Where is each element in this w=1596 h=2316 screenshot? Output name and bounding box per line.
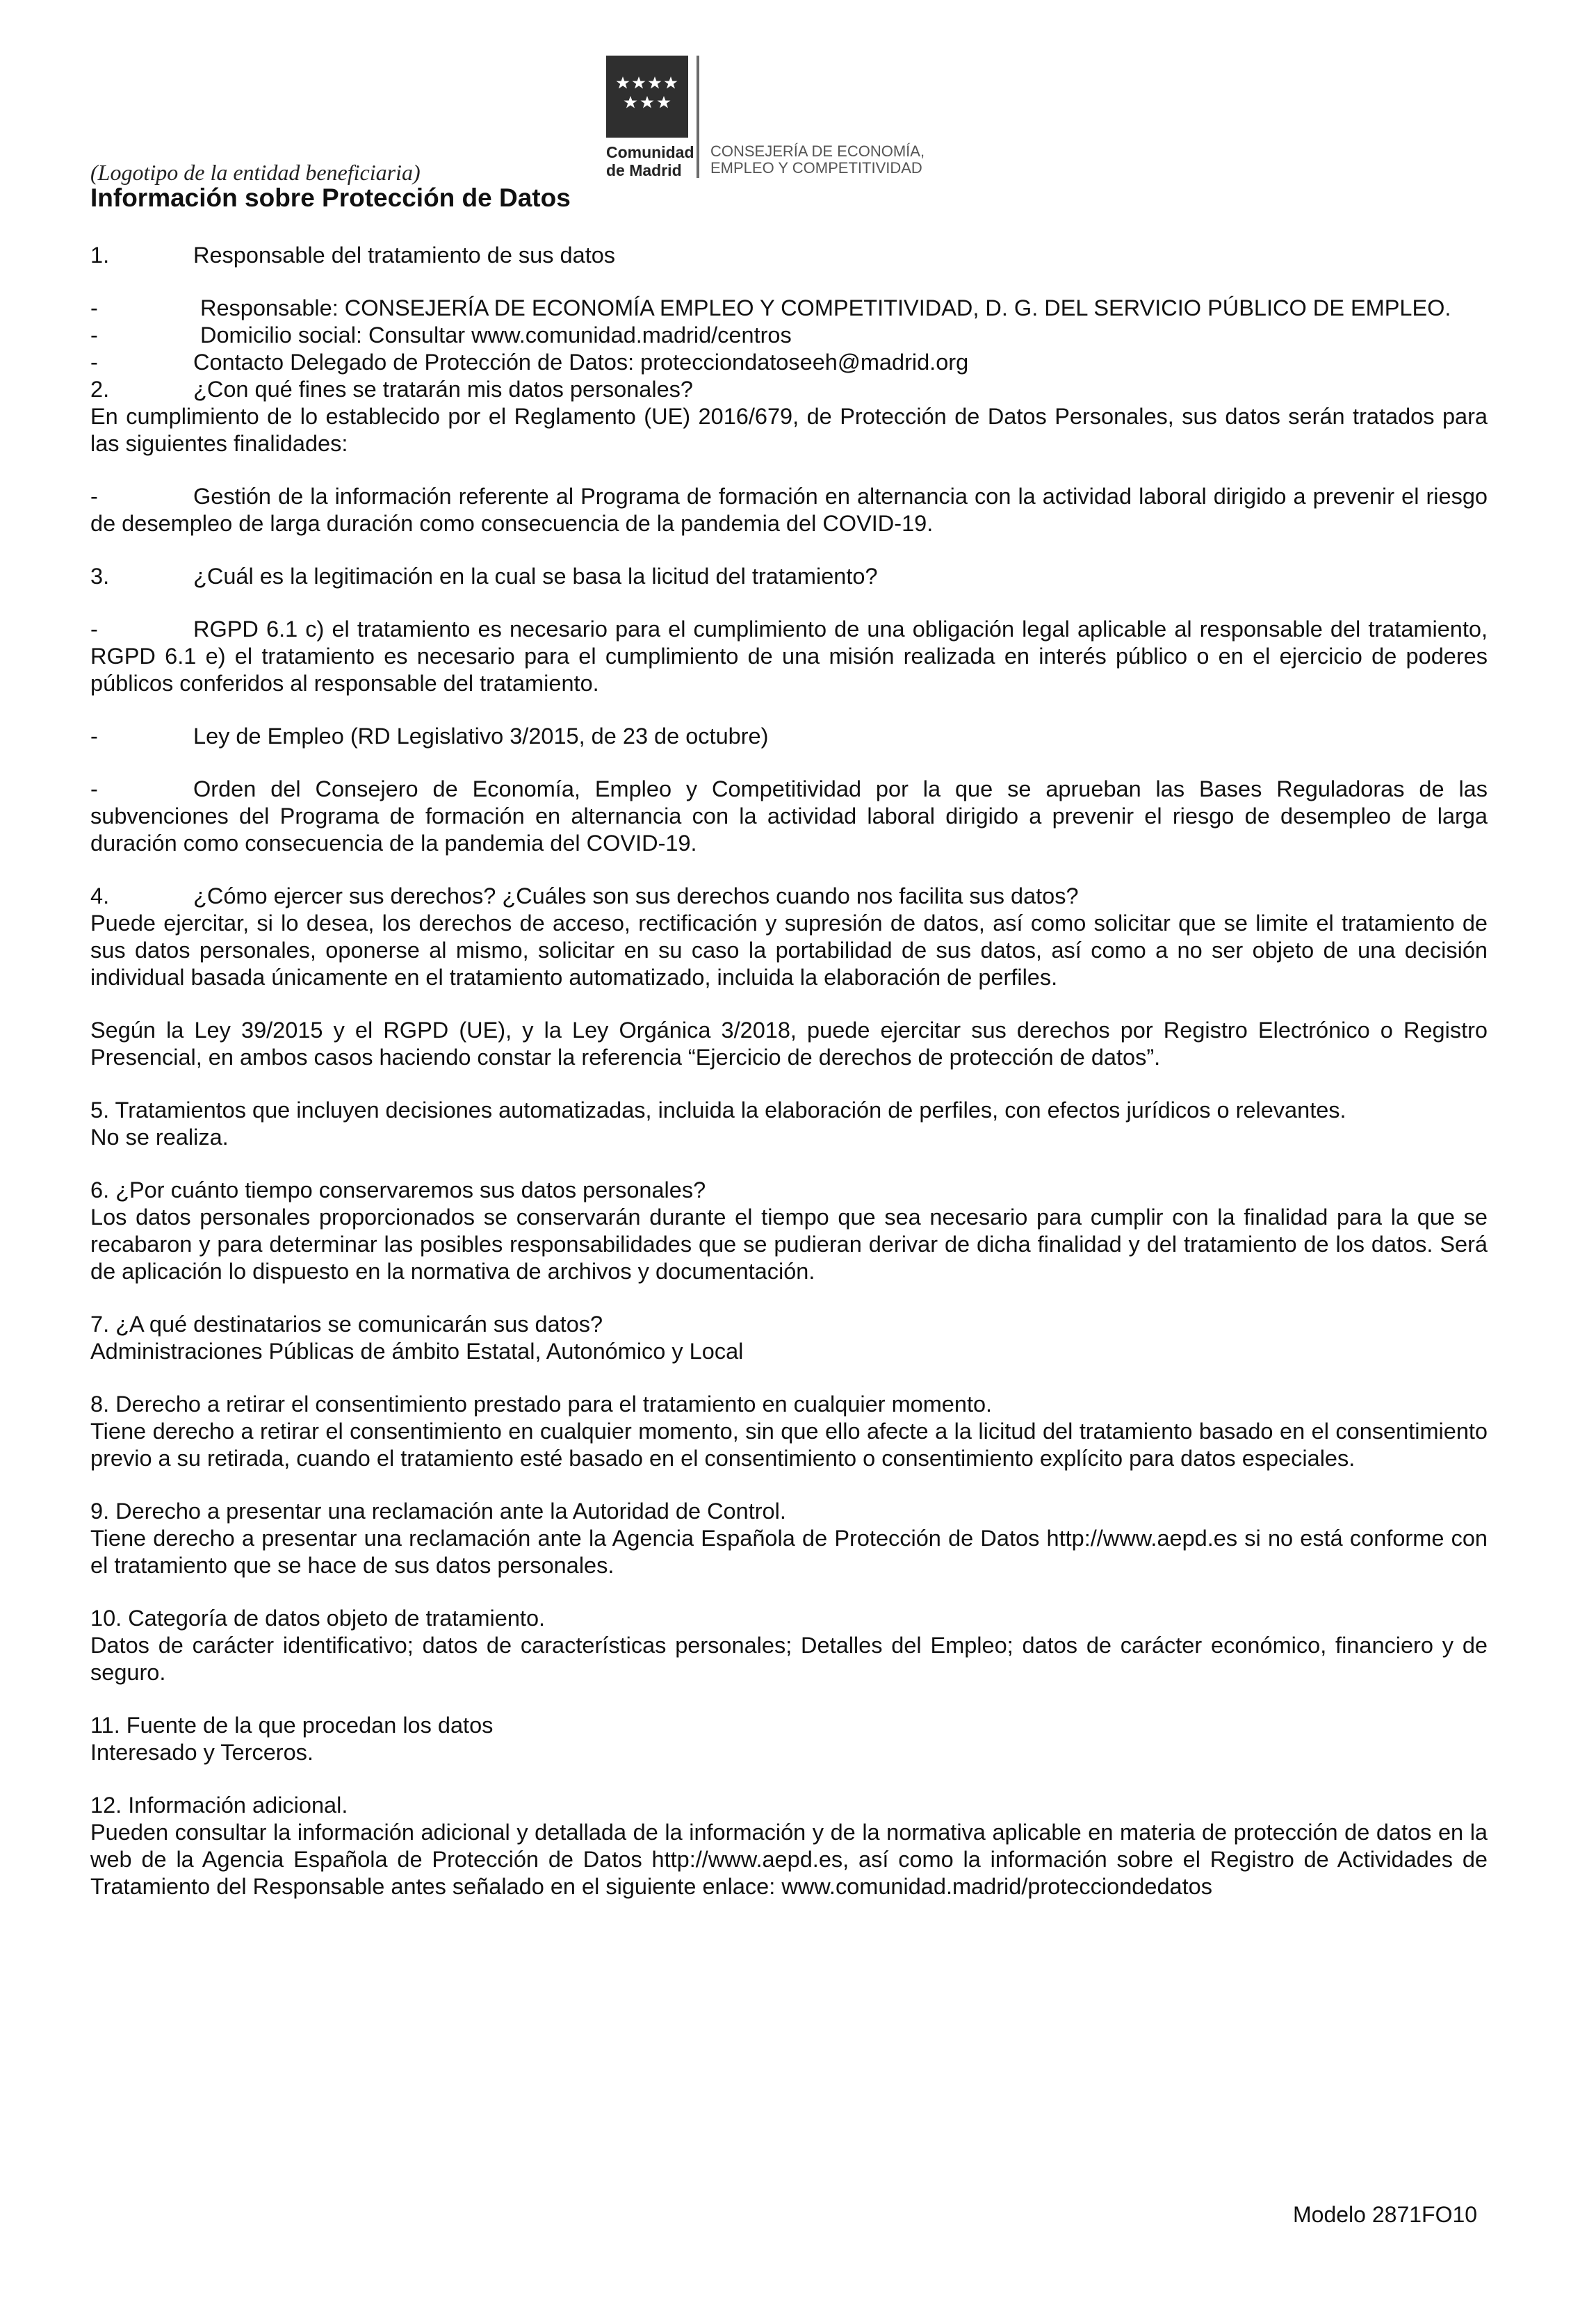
- section-4-heading: [90, 883, 1488, 910]
- section-4-paragraph-2: Según la Ley 39/2015 y el RGPD (UE), y la Ley Orgánica 3/2018, puede ejercitar sus derechos por Registro Electrónico o Registro Presencial, en ambos casos haciendo constar la referencia “Ejercicio de derechos de protección de datos”.: [90, 1018, 1488, 1070]
- document-title: Información sobre Protección de Datos: [90, 184, 571, 212]
- bullet-marker: -: [90, 323, 98, 348]
- section-heading-text: ¿Cuál es la legitimación en la cual se basa la licitud del tratamiento?: [193, 564, 878, 589]
- logo-dept-line1: CONSEJERÍA DE ECONOMÍA,: [710, 142, 925, 160]
- section-10-heading: 10. Categoría de datos objeto de tratamiento.: [90, 1606, 546, 1631]
- section-heading-text: ¿Con qué fines se tratarán mis datos personales?: [193, 377, 693, 402]
- bullet-marker: -: [90, 776, 98, 801]
- logo-name: [606, 143, 694, 179]
- section-7-heading: 7. ¿A qué destinatarios se comunicarán sus datos?: [90, 1312, 603, 1337]
- section-3-heading: [90, 563, 1488, 590]
- section-heading-text: ¿Cómo ejercer sus derechos? ¿Cuáles son sus derechos cuando nos facilita sus datos?: [193, 883, 1079, 908]
- logo-name-line1: Comunidad: [606, 143, 694, 161]
- section-3-bullet-3: [90, 776, 1488, 857]
- bullet-marker: -: [90, 484, 98, 509]
- section-12-paragraph: Pueden consultar la información adicional y detallada de la información y de la normativa aplicable en materia de protección de datos en la web de la Agencia Española de Protección de Datos http://www.aepd.es, así como la información sobre el Registro de Actividades de Tratamiento del Responsable antes señalado en el siguiente enlace: www.comunidad.madrid/protecciondedatos: [90, 1820, 1488, 1899]
- model-number: Modelo 2871FO10: [1293, 2202, 1478, 2227]
- logo-stars-box: [606, 56, 688, 138]
- bullet-text: Gestión de la información referente al Programa de formación en alternancia con la actividad laboral dirigido a prevenir el riesgo de desempleo de larga duración como consecuencia de la pandemia del COVID-19.: [90, 484, 1488, 536]
- bullet-text: Responsable: CONSEJERÍA DE ECONOMÍA EMPLEO Y COMPETITIVIDAD, D. G. DEL SERVICIO PÚBLICO DE EMPLEO.: [200, 295, 1451, 320]
- section-11-paragraph: Interesado y Terceros.: [90, 1740, 314, 1765]
- bullet-marker: -: [90, 724, 98, 749]
- section-6-paragraph: Los datos personales proporcionados se conservarán durante el tiempo que sea necesario para cumplir con la finalidad para la que se recabaron y para determinar las posibles responsabilidades que se pudieran derivar de dicha finalidad y del tratamiento de los datos. Será de aplicación lo dispuesto en la normativa de archivos y documentación.: [90, 1205, 1488, 1284]
- section-9-paragraph: Tiene derecho a presentar una reclamación ante la Agencia Española de Protección de Datos http://www.aepd.es si no está conforme con el tratamiento que se hace de sus datos personales.: [90, 1526, 1488, 1578]
- bullet-marker: -: [90, 617, 98, 642]
- section-2-paragraph: En cumplimiento de lo establecido por el Reglamento (UE) 2016/679, de Protección de Datos Personales, sus datos serán tratados para las siguientes finalidades:: [90, 404, 1488, 456]
- section-1-bullet-2: [90, 322, 1488, 349]
- section-5-paragraph: No se realiza.: [90, 1125, 229, 1150]
- section-1-bullet-1: [90, 295, 1488, 322]
- section-3-bullet-2: [90, 723, 1488, 750]
- section-3-bullet-1: [90, 616, 1488, 697]
- comunidad-madrid-logo: [606, 56, 926, 181]
- bullet-marker: -: [90, 295, 98, 320]
- section-number: 4.: [90, 883, 110, 908]
- bullet-text: Contacto Delegado de Protección de Datos: protecciondatoseeh@madrid.org: [193, 350, 969, 375]
- logo-divider: [697, 56, 699, 178]
- document-body: [90, 242, 1488, 1900]
- section-9-heading: 9. Derecho a presentar una reclamación ante la Autoridad de Control.: [90, 1499, 786, 1524]
- section-2-heading: [90, 376, 1488, 403]
- stars-icon: [616, 75, 678, 118]
- section-1-bullet-3: [90, 349, 1488, 376]
- section-number: 3.: [90, 564, 110, 589]
- section-1-heading: [90, 242, 1488, 269]
- section-2-bullet-1: [90, 483, 1488, 537]
- section-heading-text: Responsable del tratamiento de sus datos: [193, 243, 616, 268]
- beneficiary-logo-placeholder: (Logotipo de la entidad beneficiaria): [90, 160, 421, 185]
- section-number: 2.: [90, 377, 110, 402]
- section-8-paragraph: Tiene derecho a retirar el consentimiento en cualquier momento, sin que ello afecte a la licitud del tratamiento basado en el consentimiento previo a su retirada, cuando el tratamiento esté basado en el consentimiento o consentimiento explícito para datos especiales.: [90, 1419, 1488, 1471]
- logo-department: [710, 143, 933, 177]
- section-12-heading: 12. Información adicional.: [90, 1793, 348, 1818]
- section-6-heading: 6. ¿Por cuánto tiempo conservaremos sus datos personales?: [90, 1177, 706, 1202]
- section-number: 1.: [90, 243, 110, 268]
- section-5-heading: 5. Tratamientos que incluyen decisiones automatizadas, incluida la elaboración de perfiles, con efectos jurídicos o relevantes.: [90, 1098, 1346, 1123]
- bullet-text: RGPD 6.1 c) el tratamiento es necesario para el cumplimiento de una obligación legal aplicable al responsable del tratamiento, RGPD 6.1 e) el tratamiento es necesario para el cumplimiento de una misión realizada en interés público o en el ejercicio de poderes públicos conferidos al responsable del tratamiento.: [90, 617, 1488, 696]
- bullet-text: Domicilio social: Consultar www.comunidad.madrid/centros: [200, 323, 792, 348]
- logo-dept-line2: EMPLEO Y COMPETITIVIDAD: [710, 159, 922, 177]
- section-8-heading: 8. Derecho a retirar el consentimiento prestado para el tratamiento en cualquier momento.: [90, 1392, 993, 1417]
- section-11-heading: 11. Fuente de la que procedan los datos: [90, 1713, 494, 1738]
- bullet-text: Ley de Empleo (RD Legislativo 3/2015, de 23 de octubre): [193, 724, 769, 749]
- section-4-paragraph-1: Puede ejercitar, si lo desea, los derechos de acceso, rectificación y supresión de datos, así como solicitar que se limite el tratamiento de sus datos personales, oponerse al mismo, solicitar en su caso la portabilidad de sus datos, así como a no ser objeto de una decisión individual basada únicamente en el tratamiento automatizado, incluida la elaboración de perfiles.: [90, 911, 1488, 990]
- bullet-text: Orden del Consejero de Economía, Empleo y Competitividad por la que se aprueban las Bases Reguladoras de las subvenciones del Programa de formación en alternancia con la actividad laboral dirigido a prevenir el riesgo de desempleo de larga duración como consecuencia de la pandemia del COVID-19.: [90, 776, 1488, 856]
- section-10-paragraph: Datos de carácter identificativo; datos de características personales; Detalles del Empleo; datos de carácter económico, financiero y de seguro.: [90, 1633, 1488, 1685]
- section-7-paragraph: Administraciones Públicas de ámbito Estatal, Autonómico y Local: [90, 1339, 744, 1364]
- bullet-marker: -: [90, 350, 98, 375]
- logo-name-line2: de Madrid: [606, 161, 682, 179]
